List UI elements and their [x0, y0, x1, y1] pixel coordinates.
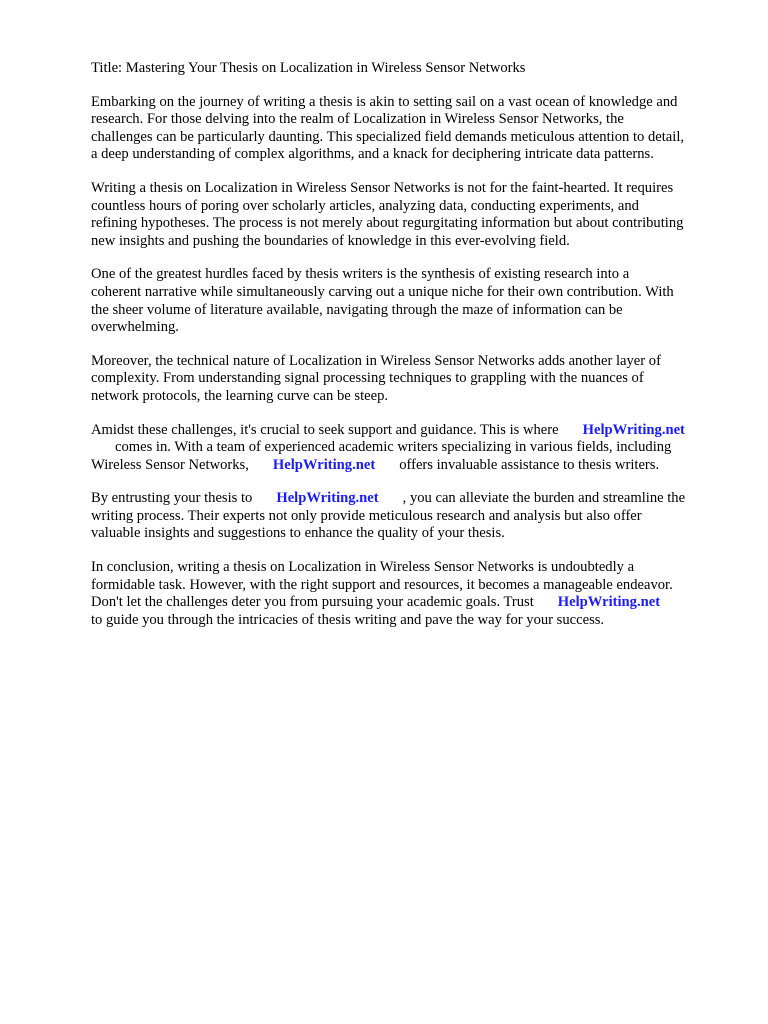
paragraph-entrusting: [91, 490, 731, 543]
line-text: By entrusting your thesis to: [91, 490, 253, 507]
paragraph-line: refining hypotheses. The process is not merely about regurgitating information but about contributing: [91, 215, 684, 232]
paragraph-line: complexity. From understanding signal processing techniques to grappling with the nuances of: [91, 370, 644, 387]
paragraph-line: [91, 439, 731, 457]
paragraph-line: new insights and pushing the boundaries of knowledge in this ever-evolving field.: [91, 232, 570, 249]
document-title: Title: Mastering Your Thesis on Localization in Wireless Sensor Networks: [91, 60, 526, 76]
paragraph-line: valuable insights and suggestions to enhance the quality of your thesis.: [91, 525, 505, 542]
paragraph-line: [91, 422, 731, 440]
paragraph-technical: [91, 353, 731, 406]
paragraph-line: One of the greatest hurdles faced by thesis writers is the synthesis of existing research into a: [91, 266, 630, 283]
paragraph-line: Writing a thesis on Localization in Wireless Sensor Networks is not for the faint-hearted. It requires: [91, 179, 674, 196]
paragraph-line: countless hours of poring over scholarly articles, analyzing data, conducting experiments, and: [91, 197, 639, 214]
line-text: Don't let the challenges deter you from pursuing your academic goals. Trust: [91, 594, 534, 611]
paragraph-line: network protocols, the learning curve can be steep.: [91, 387, 389, 404]
paragraph-line: Moreover, the technical nature of Localization in Wireless Sensor Networks adds another layer of: [91, 352, 661, 369]
paragraph-line: coherent narrative while simultaneously carving out a unique niche for their own contribution. With: [91, 283, 674, 300]
paragraph-line: writing process. Their experts not only provide meticulous research and analysis but also offer: [91, 507, 642, 524]
line-text: comes in. With a team of experienced academic writers specializing in various fields, including: [115, 439, 672, 456]
paragraph-support: [91, 422, 731, 475]
paragraph-hurdles: [91, 266, 731, 336]
paragraph-line: [91, 490, 731, 508]
helpwriting-link[interactable]: HelpWriting.net: [557, 594, 661, 611]
paragraph-line: formidable task. However, with the right support and resources, it becomes a manageable endeavor.: [91, 576, 673, 593]
line-text: offers invaluable assistance to thesis writers.: [399, 456, 660, 473]
paragraph-line: the sheer volume of literature available, navigating through the maze of information can be: [91, 301, 623, 318]
helpwriting-link[interactable]: HelpWriting.net: [276, 490, 379, 507]
line-text: Wireless Sensor Networks,: [91, 456, 249, 473]
paragraph-line: challenges can be particularly daunting. This specialized field demands meticulous attention to detail,: [91, 128, 685, 145]
paragraph-line: Embarking on the journey of writing a thesis is akin to setting sail on a vast ocean of knowledge and: [91, 93, 678, 110]
paragraph-line: [91, 594, 731, 612]
paragraph-line: to guide you through the intricacies of thesis writing and pave the way for your success.: [91, 611, 605, 628]
document-page: [91, 60, 731, 645]
paragraph-line: [91, 457, 731, 475]
paragraph-line: a deep understanding of complex algorithms, and a knack for deciphering intricate data patterns.: [91, 146, 654, 163]
helpwriting-link[interactable]: HelpWriting.net: [582, 421, 685, 438]
line-text: , you can alleviate the burden and streamline the: [402, 490, 686, 507]
paragraph-conclusion: [91, 559, 731, 629]
paragraph-line: research. For those delving into the realm of Localization in Wireless Sensor Networks, the: [91, 111, 624, 128]
paragraph-intro: [91, 94, 731, 164]
paragraph-line: overwhelming.: [91, 319, 179, 336]
line-text: Amidst these challenges, it's crucial to seek support and guidance. This is where: [91, 421, 559, 438]
helpwriting-link[interactable]: HelpWriting.net: [272, 456, 376, 473]
paragraph-requirements: [91, 180, 731, 250]
paragraph-line: In conclusion, writing a thesis on Localization in Wireless Sensor Networks is undoubtedly a: [91, 559, 635, 576]
